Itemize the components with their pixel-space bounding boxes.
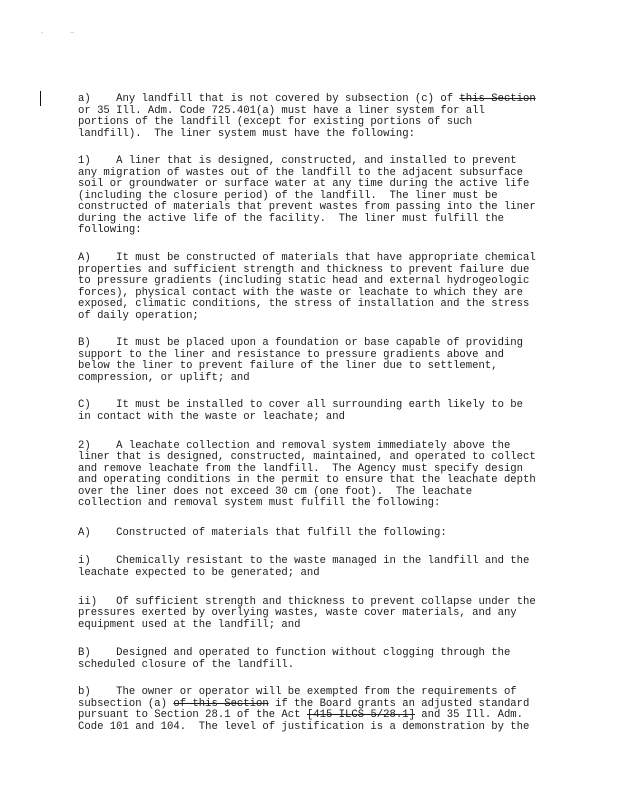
revision-margin-bar: [40, 91, 41, 106]
paragraph-b-text-cont: and 35 Ill. Adm. Code 101 and 104. The level of justification is a demonstration by the: [78, 709, 530, 733]
paragraph-1-B: B) It must be placed upon a foundation or base capable of providing support to the liner and resistance to pressure gradients above and below the liner to prevent failure of the liner due to settlement, compression, or uplift; and: [78, 337, 524, 384]
paragraph-2: 2) A leachate collection and removal system immediately above the liner that is designed, constructed, maintained, and operated to collect and remove leachate from the landfill. The Agency must specify design and operating conditions in the permit to ensure that the leachate depth over the liner does not exceed 30 cm (one foot). The leachate collection and removal system must fulfill the following:: [78, 439, 536, 510]
paragraph-1: 1) A liner that is designed, constructed, and installed to prevent any migration of wastes out of the landfill to the adjacent subsurface soil or groundwater or surface water at any time during the active life (including the closure period) of the landfill. The liner must be constructed of materials that prevent wastes from passing into the liner during the active life of the facility. The liner must fulfill the following:: [78, 155, 536, 237]
struck-text: this Section: [459, 93, 536, 105]
paragraph-2-A-i: i) Chemically resistant to the waste managed in the landfill and the leachate expected to be generated; and: [78, 555, 530, 579]
paragraph-a-text: a) Any landfill that is not covered by subsection (c) of: [78, 93, 460, 105]
scan-artifact: ~: [70, 30, 75, 38]
paragraph-1-C: C) It must be installed to cover all surrounding earth likely to be in contact with the waste or leachate; and: [78, 399, 524, 424]
struck-text: [415 ILCS 5/28.1]: [306, 709, 415, 722]
paragraph-1-A: A) It must be constructed of materials that have appropriate chemical properties and sufficient strength and thickness to prevent failure due to pressure gradients (including static head and external hydrogeologic forces), physical contact with the waste or leachate to which they are exposed, climatic conditions, the stress of installation and the stress of daily operation;: [78, 252, 536, 322]
paragraph-2-A: A) Constructed of materials that fulfill the following:: [78, 526, 447, 539]
paragraph-a-text-cont: or 35 Ill. Adm. Code 725.401(a) must have a liner system for all portions of the landfill (except for existing portions of such landfill). The liner system must have the following:: [78, 104, 485, 140]
paragraph-2-A-ii: ii) Of sufficient strength and thickness to prevent collapse under the pressures exerted by overlying wastes, waste cover materials, and any equipment used at the landfill; and: [78, 595, 536, 631]
paragraph-b-text-mid: if the Board grants an adjusted standard pursuant to Section 28.1 of the Act: [78, 697, 530, 722]
struck-text: of this Section: [173, 697, 269, 710]
paragraph-b-text: b) The owner or operator will be exempted from the requirements of subsection (a): [78, 686, 517, 710]
paragraph-a: [78, 94, 552, 140]
paragraph-2-B: B) Designed and operated to function without clogging through the scheduled closure of the landfill.: [78, 647, 511, 671]
paragraph-b: [78, 687, 552, 733]
document-body: [78, 94, 552, 733]
scan-artifact: -: [40, 30, 45, 38]
